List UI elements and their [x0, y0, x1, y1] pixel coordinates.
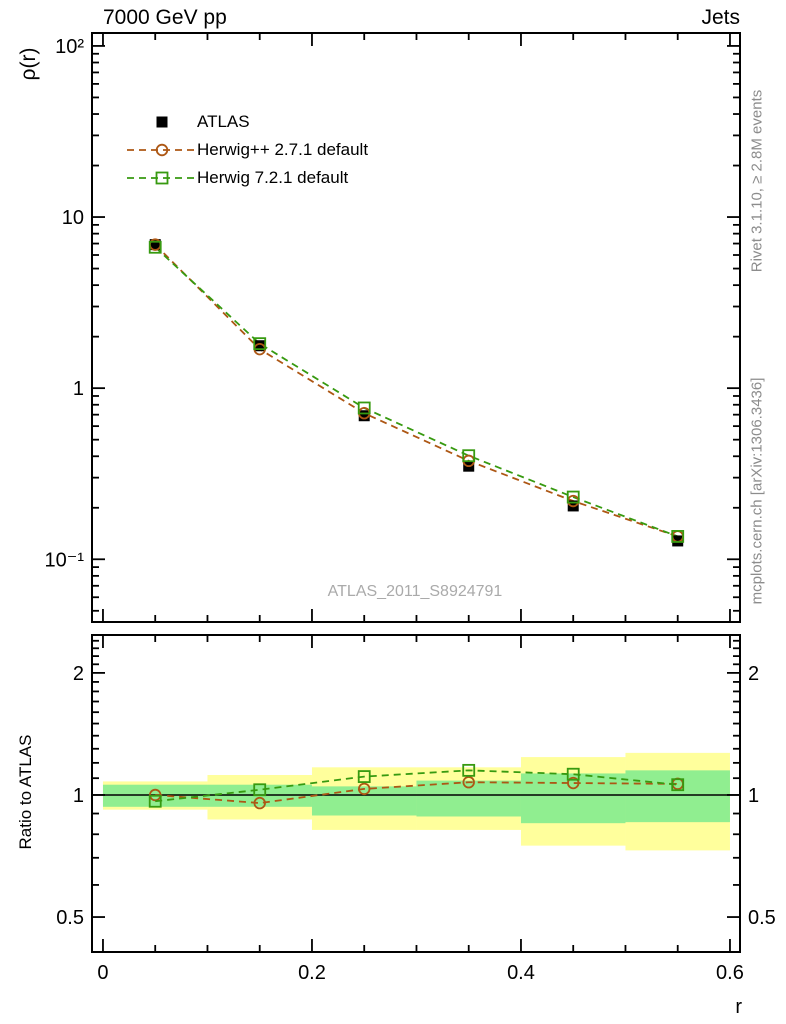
- uncertainty-band-green: [416, 781, 520, 817]
- y-tick-label: 1: [748, 784, 760, 807]
- legend-label-herwig7: Herwig 7.2.1 default: [197, 168, 349, 187]
- y-tick-label: 1: [72, 784, 84, 807]
- analysis-watermark: ATLAS_2011_S8924791: [327, 583, 503, 600]
- uncertainty-band-green: [312, 786, 416, 815]
- plot-title-left: 7000 GeV pp: [103, 6, 227, 29]
- y-axis-title-ratio: Ratio to ATLAS: [16, 734, 35, 850]
- series-line-top: [155, 245, 677, 537]
- legend-marker-filled-square: [157, 117, 168, 128]
- y-tick-label: 0.5: [56, 907, 84, 930]
- y-tick-label: 1: [72, 378, 84, 401]
- y-tick-label: 10⁻¹: [44, 549, 84, 572]
- y-tick-label: 10²: [55, 35, 84, 58]
- x-axis-title: r: [735, 996, 742, 1018]
- series-line-top: [155, 247, 677, 536]
- legend-label-herwigpp: Herwig++ 2.7.1 default: [197, 140, 369, 159]
- rivet-version-text: Rivet 3.1.10, ≥ 2.8M events: [748, 89, 766, 273]
- mcplots-reference-text: mcplots.cern.ch [arXiv:1306.3436]: [748, 377, 766, 605]
- x-tick-label: 0.4: [507, 962, 535, 984]
- y-tick-label: 0.5: [748, 907, 776, 930]
- legend-label-atlas: ATLAS: [197, 112, 250, 131]
- y-tick-label: 2: [748, 662, 760, 685]
- plot-title-right: Jets: [701, 6, 740, 29]
- x-tick-label: 0.6: [716, 962, 744, 984]
- y-axis-title-top: ρ(r): [17, 47, 40, 81]
- uncertainty-band-green: [521, 773, 625, 823]
- top-panel-frame: [92, 33, 740, 622]
- x-tick-label: 0.2: [298, 962, 326, 984]
- y-tick-label: 10: [61, 207, 84, 230]
- x-tick-label: 0: [97, 962, 109, 984]
- y-tick-label: 2: [72, 662, 84, 685]
